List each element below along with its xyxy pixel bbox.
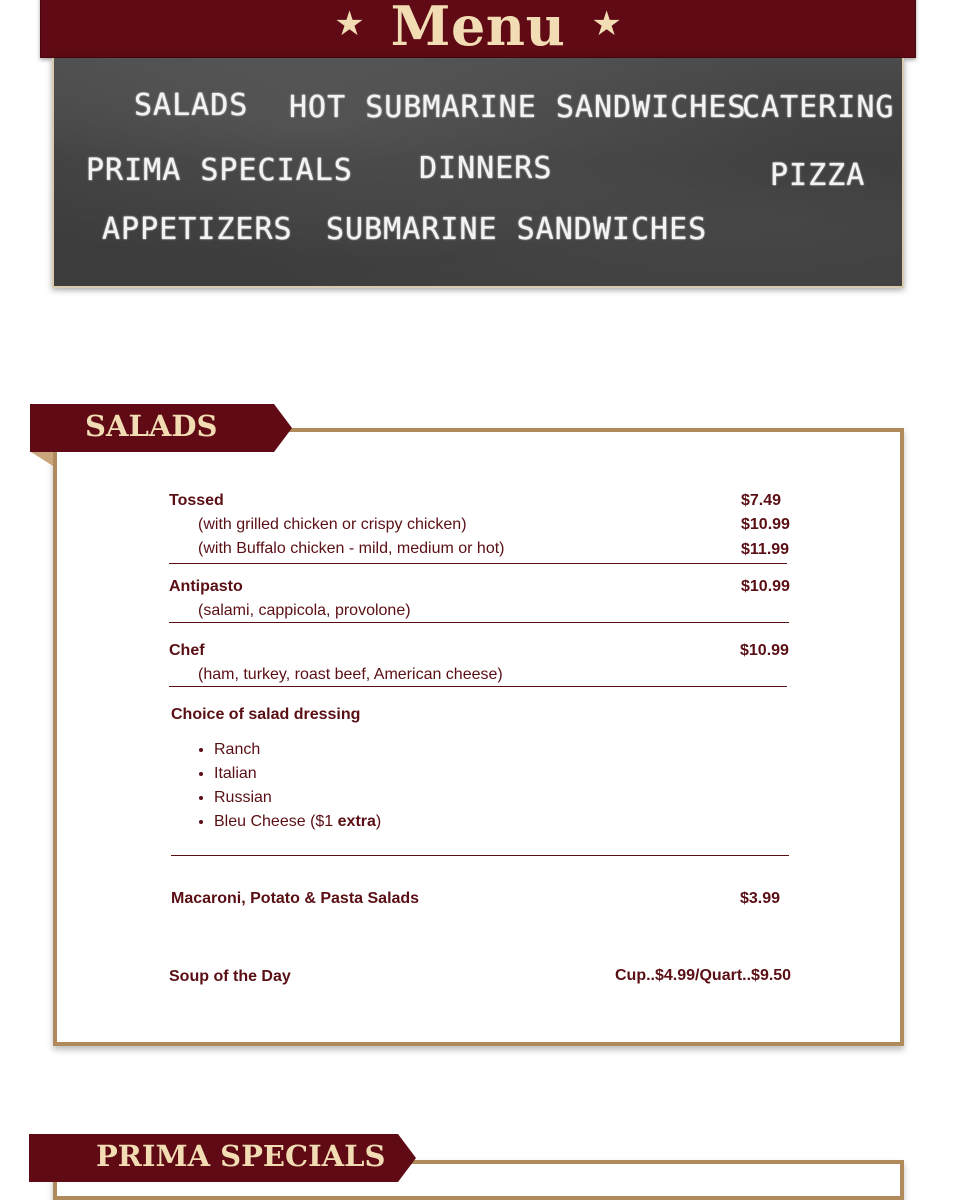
extra-label: extra xyxy=(337,813,376,830)
dressing-option-bleu-cheese xyxy=(214,810,381,834)
nav-link-catering[interactable]: CATERING xyxy=(742,90,895,125)
dressing-option-russian: • Russian xyxy=(214,786,381,810)
star-icon: ★ xyxy=(334,4,365,44)
item-price-buffalo-chicken: $11.99 xyxy=(741,541,790,558)
divider xyxy=(171,855,789,856)
item-option-buffalo-chicken: (with Buffalo chicken - mild, medium or hot) xyxy=(198,540,505,557)
item-name-antipasto: Antipasto xyxy=(169,578,243,595)
item-name-tossed: Tossed xyxy=(169,492,224,509)
item-name-chef: Chef xyxy=(169,642,205,659)
divider xyxy=(169,563,787,564)
dressing-option-italian: • Italian xyxy=(214,762,381,786)
item-price-chef: $10.99 xyxy=(740,642,789,659)
chalkboard-nav xyxy=(52,58,904,288)
dressing-list xyxy=(190,738,381,834)
menu-banner xyxy=(40,0,916,58)
page-title: Menu xyxy=(390,0,566,58)
item-price-macaroni-salads: $3.99 xyxy=(740,890,781,907)
item-name-macaroni-salads: Macaroni, Potato & Pasta Salads xyxy=(171,890,420,907)
item-price-tossed: $7.49 xyxy=(741,492,782,509)
nav-link-submarine-sandwiches[interactable]: SUBMARINE SANDWICHES xyxy=(326,212,708,247)
dressing-option-ranch: • Ranch xyxy=(214,738,381,762)
item-price-antipasto: $10.99 xyxy=(741,578,790,595)
nav-link-dinners[interactable]: DINNERS xyxy=(419,151,553,186)
item-price-soup: Cup..$4.99/Quart..$9.50 xyxy=(615,967,792,984)
section-title-salads: SALADS xyxy=(85,409,218,443)
item-price-grilled-chicken: $10.99 xyxy=(741,516,790,533)
item-option-grilled-chicken: (with grilled chicken or crispy chicken) xyxy=(198,516,467,533)
nav-link-prima-specials[interactable]: PRIMA SPECIALS xyxy=(86,153,353,188)
nav-link-pizza[interactable]: PIZZA xyxy=(770,158,866,193)
nav-link-hot-submarine-sandwiches[interactable]: HOT SUBMARINE SANDWICHES xyxy=(289,90,747,125)
item-desc-chef: (ham, turkey, roast beef, American cheese) xyxy=(198,666,503,683)
item-name-soup: Soup of the Day xyxy=(169,968,291,985)
divider xyxy=(169,622,789,623)
nav-link-appetizers[interactable]: APPETIZERS xyxy=(102,212,293,247)
section-title-prima-specials: PRIMA SPECIALS xyxy=(96,1139,386,1173)
bleu-cheese-label: Bleu Cheese ($1 xyxy=(214,813,338,830)
item-desc-antipasto: (salami, cappicola, provolone) xyxy=(198,602,411,619)
nav-link-salads[interactable]: SALADS xyxy=(134,88,249,123)
ribbon-fold xyxy=(31,452,53,466)
dressing-heading: Choice of salad dressing xyxy=(171,706,361,723)
divider xyxy=(169,686,787,687)
bleu-cheese-suffix: ) xyxy=(375,813,382,830)
star-icon: ★ xyxy=(591,4,622,44)
